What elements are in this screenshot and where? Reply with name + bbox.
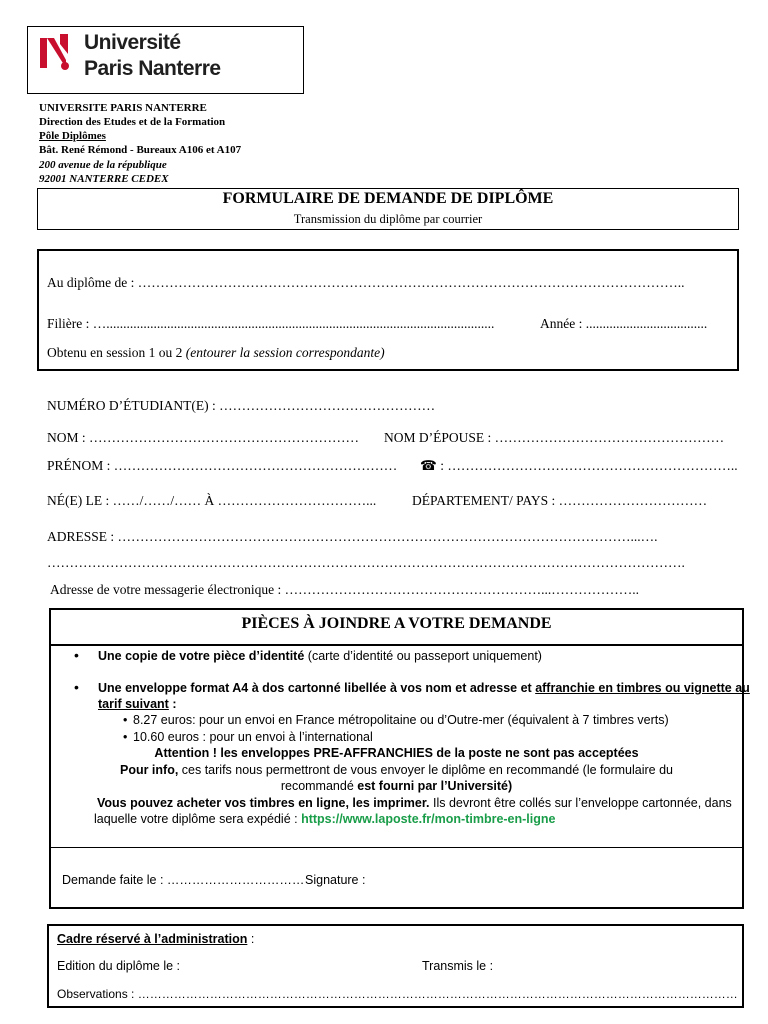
pieces-item-envelope — [98, 681, 750, 695]
edition-field: Edition du diplôme le : — [57, 959, 180, 973]
observations-field: Observations : …………………………………………………………………………………………………………………………………… — [57, 987, 738, 1001]
info-note-line2 — [49, 779, 744, 793]
info-line2-a: recommandé — [280, 779, 358, 793]
annee-field[interactable]: Année : .................................... — [540, 316, 708, 331]
phone-field[interactable] — [420, 458, 738, 474]
buy-stamps-note — [97, 796, 732, 810]
info-rest: ces tarifs nous permettront de vous envoyer le diplôme en recommandé (le formulaire du — [178, 763, 673, 777]
tarif-international: 10.60 euros : pour un envoi à l’international — [133, 730, 373, 744]
admin-title — [57, 932, 254, 946]
logo-mark-icon — [40, 34, 76, 74]
filiere-field[interactable]: Filière : …................................................................................................................... — [47, 316, 495, 331]
adresse-field[interactable]: ADRESSE : ……………………………………………………………………………………………………...…. — [47, 529, 658, 544]
admin-title-colon: : — [247, 932, 255, 946]
email-field[interactable]: Adresse de votre messagerie électronique : …………………………………………………...……………….. — [50, 582, 640, 597]
buy-bold: Vous pouvez acheter vos timbres en ligne, les imprimer. — [97, 796, 430, 810]
phone-icon: ☎ — [420, 458, 437, 473]
address-university: UNIVERSITE PARIS NANTERRE — [39, 102, 207, 114]
logo-text-paris-nanterre: Paris Nanterre — [84, 57, 221, 80]
laposte-link[interactable]: https://www.laposte.fr/mon-timbre-en-ligne — [301, 812, 556, 826]
pieces-item-id — [98, 649, 542, 663]
admin-title-text: Cadre réservé à l’administration — [57, 932, 248, 946]
transmis-field: Transmis le : — [422, 959, 494, 973]
diploma-field[interactable]: Au diplôme de : ………………………………………………………………………………………………………….. — [47, 275, 685, 290]
logo-text-universite: Université — [84, 31, 181, 54]
info-note — [49, 763, 744, 777]
tarif-france: 8.27 euros: pour un envoi en France métropolitaine ou d’Outre-mer (équivalent à 7 timbres verts) — [133, 713, 669, 727]
pieces-item-envelope-underline: affranchie en timbres ou vignette au — [535, 681, 750, 695]
session-line — [47, 345, 385, 361]
pieces-item-envelope-line2 — [98, 697, 177, 711]
adresse-field-line2[interactable]: ……………………………………………………………………………………………………………………………. — [47, 555, 685, 570]
form-title: FORMULAIRE DE DEMANDE DE DIPLÔME — [222, 190, 554, 207]
birth-field[interactable]: NÉ(E) LE : ……/……/…… À ……………………………... — [47, 493, 377, 508]
info-bold: Pour info, — [119, 763, 179, 777]
buy-rest: Ils devront être collés sur l’enveloppe cartonnée, dans — [429, 796, 732, 810]
address-street: 200 avenue de la république — [39, 159, 167, 171]
address-direction: Direction des Etudes et de la Formation — [39, 116, 226, 128]
tarif-colon: : — [168, 697, 177, 711]
tarif-suivant: tarif suivant — [98, 697, 169, 711]
attention-note: Attention ! les enveloppes PRE-AFFRANCHIES de la poste ne sont pas acceptées — [154, 746, 639, 760]
sub-bullet-2: • — [123, 730, 128, 744]
session-note: (entourer la session correspondante) — [185, 345, 385, 360]
phone-dots: : ……………………………………………………….. — [436, 458, 738, 473]
buy-line2-text: laquelle votre diplôme sera expédié : — [94, 812, 302, 826]
session-label: Obtenu en session 1 ou 2 — [47, 345, 186, 360]
address-building: Bât. René Rémond - Bureaux A106 et A107 — [39, 144, 242, 156]
address-pole: Pôle Diplômes — [39, 130, 106, 142]
pieces-item-envelope-bold: Une enveloppe format A4 à dos cartonné libellée à vos nom et adresse et — [98, 681, 536, 695]
pieces-bottom-divider — [49, 847, 744, 848]
nom-field[interactable]: NOM : …………………………………………………… — [47, 430, 360, 445]
address-city: 92001 NANTERRE CEDEX — [39, 173, 169, 185]
university-logo — [27, 26, 304, 94]
bullet-2: • — [74, 679, 79, 695]
demande-date-field[interactable]: Demande faite le : …………………………… — [62, 873, 305, 887]
form-subtitle: Transmission du diplôme par courrier — [293, 212, 483, 226]
sub-bullet-1: • — [123, 713, 128, 727]
nom-epouse-field[interactable]: NOM D’ÉPOUSE : …………………………………………… — [384, 430, 725, 445]
pieces-item-id-rest: (carte d’identité ou passeport uniquement) — [304, 649, 542, 663]
signature-field[interactable]: Signature : — [305, 873, 366, 887]
bullet-1: • — [74, 647, 79, 663]
pieces-title: PIÈCES À JOINDRE A VOTRE DEMANDE — [241, 615, 552, 632]
pieces-item-id-bold: Une copie de votre pièce d’identité — [98, 649, 305, 663]
departement-field[interactable]: DÉPARTEMENT/ PAYS : …………………………… — [412, 493, 708, 508]
prenom-field[interactable]: PRÉNOM : ……………………………………………………… — [47, 458, 398, 473]
buy-stamps-line2 — [94, 812, 555, 826]
student-number-field[interactable]: NUMÉRO D’ÉTUDIANT(E) : ………………………………………… — [47, 398, 436, 413]
info-line2-b: est fourni par l’Université) — [357, 779, 513, 793]
pieces-divider — [49, 644, 744, 646]
